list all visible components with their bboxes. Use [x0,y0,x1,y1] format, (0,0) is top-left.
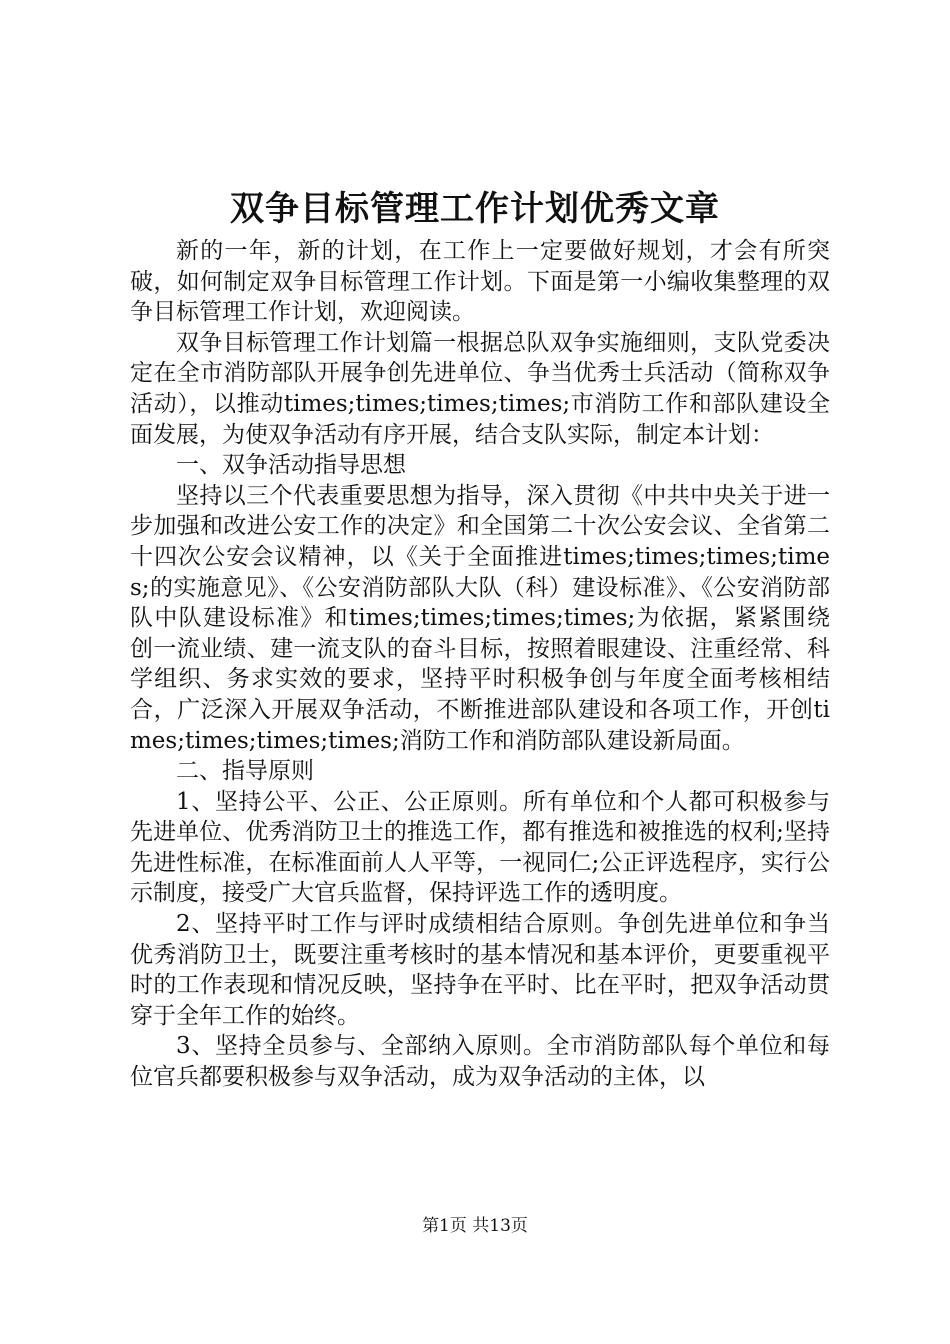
paragraph: 2、坚持平时工作与评时成绩相结合原则。争创先进单位和争当优秀消防卫士，既要注重考核时的基本情况和基本评价，更要重视平时的工作表现和情况反映，坚持争在平时、比在平时，把双争活动贯穿于全年工作的始终。 [130,911,830,1029]
paragraph: 3、坚持全员参与、全部纳入原则。全市消防部队每个单位和每位官兵都要积极参与双争活动，成为双争活动的主体，以 [130,1033,830,1091]
section-heading: 一、双争活动指导思想 [176,452,406,479]
document-body [130,236,830,1093]
page-number-footer: 第1页 共13页 [422,1216,528,1236]
section-heading: 二、指导原则 [176,758,314,785]
paragraph: 双争目标管理工作计划篇一根据总队双争实施细则，支队党委决定在全市消防部队开展争创先进单位、争当优秀士兵活动（简称双争活动），以推动times;times;times;times;市消防工作和部队建设全面发展，为使双争活动有序开展，结合支队实际，制定本计划： [130,329,830,448]
paragraph: 新的一年，新的计划，在工作上一定要做好规划，才会有所突破，如何制定双争目标管理工作计划。下面是第一小编收集整理的双争目标管理工作计划，欢迎阅读。 [130,238,830,326]
paragraph: 1、坚持公平、公正、公正原则。所有单位和个人都可积极参与先进单位、优秀消防卫士的推选工作，都有推选和被推选的权利;坚持先进性标准，在标准面前人人平等，一视同仁;公正评选程序，实行公示制度，接受广大官兵监督，保持评选工作的透明度。 [130,788,830,907]
document-title: 双争目标管理工作计划优秀文章 [230,189,720,229]
paragraph: 坚持以三个代表重要思想为指导，深入贯彻《中共中央关于进一步加强和改进公安工作的决定》和全国第二十次公安会议、全省第二十四次公安会议精神，以《关于全面推进times;times;times;times;的实施意见》、《公安消防部队大队（科）建设标准》、《公安消防部队中队建设标准》和times;times;times;times;为依据，紧紧围绕创一流业绩、建一流支队的奋斗目标，按照着眼建设、注重经常、科学组织、务求实效的要求，坚持平时积极争创与年度全面考核相结合，广泛深入开展双争活动，不断推进部队建设和各项工作，开创times;times;times;times;消防工作和消防部队建设新局面。 [130,482,830,754]
